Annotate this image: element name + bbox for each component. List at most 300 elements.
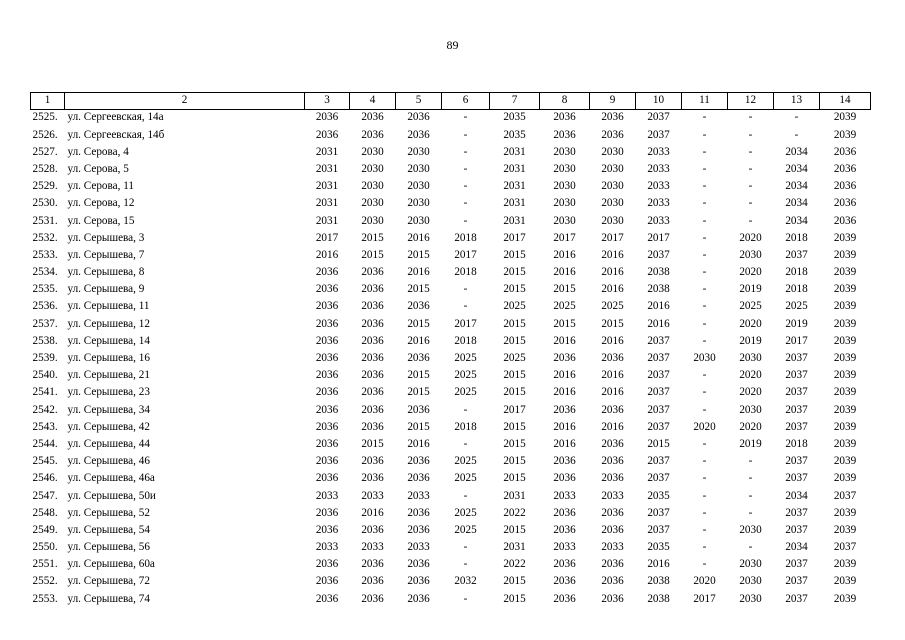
year-cell: 2036 bbox=[601, 128, 624, 141]
year-cell: 2037 bbox=[785, 472, 808, 485]
table-row bbox=[31, 316, 871, 333]
row-number: 2545. bbox=[32, 455, 58, 468]
year-cell: 2036 bbox=[315, 266, 339, 279]
year-cell: 2018 bbox=[785, 231, 808, 244]
row-number: 2541. bbox=[32, 386, 58, 399]
year-cell: 2016 bbox=[553, 420, 576, 433]
year-cell: 2037 bbox=[785, 575, 808, 588]
row-number: 2535. bbox=[32, 283, 58, 296]
year-cell: 2033 bbox=[647, 214, 670, 227]
year-cell: 2030 bbox=[739, 558, 762, 571]
year-cell: 2016 bbox=[553, 248, 576, 261]
year-cell: 2015 bbox=[503, 248, 526, 261]
year-cell: 2036 bbox=[361, 283, 384, 296]
row-number: 2550. bbox=[32, 541, 58, 554]
year-cell: 2037 bbox=[647, 523, 670, 536]
year-cell: 2015 bbox=[503, 283, 526, 296]
row-number: 2533. bbox=[32, 248, 58, 261]
year-cell: 2039 bbox=[833, 317, 857, 330]
year-cell: 2025 bbox=[454, 523, 477, 536]
year-cell: 2036 bbox=[361, 317, 384, 330]
year-cell: - bbox=[463, 300, 468, 313]
year-cell: 2016 bbox=[647, 300, 670, 313]
column-header-7: 7 bbox=[490, 93, 540, 110]
year-cell: - bbox=[702, 111, 707, 124]
year-cell: 2020 bbox=[739, 369, 762, 382]
year-cell: 2035 bbox=[503, 111, 526, 124]
address-cell: ул. Серышева, 3 bbox=[67, 231, 145, 244]
year-cell: 2036 bbox=[553, 558, 576, 571]
year-cell: 2036 bbox=[315, 369, 339, 382]
year-cell: 2019 bbox=[739, 334, 762, 347]
year-cell: 2039 bbox=[833, 386, 857, 399]
year-cell: - bbox=[748, 180, 753, 193]
year-cell: 2036 bbox=[833, 145, 857, 158]
year-cell: 2030 bbox=[361, 180, 384, 193]
table-row bbox=[31, 350, 871, 367]
year-cell: 2025 bbox=[503, 300, 526, 313]
address-cell: ул. Сергеевская, 14б bbox=[67, 128, 165, 141]
year-cell: - bbox=[463, 283, 468, 296]
year-cell: 2039 bbox=[833, 128, 857, 141]
year-cell: 2037 bbox=[647, 334, 670, 347]
row-number: 2538. bbox=[32, 334, 58, 347]
year-cell: - bbox=[748, 455, 753, 468]
year-cell: 2016 bbox=[407, 231, 430, 244]
column-header-1: 1 bbox=[31, 93, 65, 110]
year-cell: - bbox=[463, 180, 468, 193]
year-cell: 2039 bbox=[833, 266, 857, 279]
year-cell: 2018 bbox=[454, 266, 477, 279]
year-cell: 2034 bbox=[785, 197, 808, 210]
address-cell: ул. Серова, 15 bbox=[67, 214, 135, 227]
year-cell: 2030 bbox=[601, 162, 624, 175]
year-cell: 2016 bbox=[601, 283, 624, 296]
year-cell: 2015 bbox=[361, 231, 384, 244]
year-cell: 2036 bbox=[315, 403, 339, 416]
year-cell: 2016 bbox=[553, 386, 576, 399]
year-cell: 2037 bbox=[785, 248, 808, 261]
year-cell: 2036 bbox=[601, 403, 624, 416]
year-cell: 2036 bbox=[315, 455, 339, 468]
year-cell: 2015 bbox=[407, 248, 430, 261]
table-row bbox=[31, 247, 871, 264]
year-cell: - bbox=[702, 437, 707, 450]
year-cell: 2036 bbox=[601, 558, 624, 571]
address-cell: ул. Серышева, 7 bbox=[67, 248, 145, 261]
year-cell: 2018 bbox=[785, 283, 808, 296]
year-cell: 2030 bbox=[601, 180, 624, 193]
column-header-8: 8 bbox=[540, 93, 590, 110]
year-cell: - bbox=[702, 300, 707, 313]
year-cell: 2025 bbox=[454, 369, 477, 382]
year-cell: 2030 bbox=[553, 214, 576, 227]
table-row bbox=[31, 385, 871, 402]
year-cell: 2036 bbox=[315, 506, 339, 519]
year-cell: 2018 bbox=[785, 266, 808, 279]
year-cell: - bbox=[702, 283, 707, 296]
row-number: 2528. bbox=[32, 162, 58, 175]
year-cell: 2020 bbox=[739, 317, 762, 330]
year-cell: 2037 bbox=[785, 558, 808, 571]
address-cell: ул. Серышева, 9 bbox=[67, 283, 145, 296]
year-cell: 2031 bbox=[503, 197, 526, 210]
year-cell: 2036 bbox=[407, 455, 430, 468]
year-cell: 2033 bbox=[647, 145, 670, 158]
year-cell: 2037 bbox=[785, 403, 808, 416]
year-cell: 2016 bbox=[553, 266, 576, 279]
year-cell: 2033 bbox=[315, 541, 339, 554]
year-cell: - bbox=[748, 472, 753, 485]
year-cell: 2031 bbox=[315, 162, 339, 175]
year-cell: 2016 bbox=[601, 266, 624, 279]
year-cell: 2020 bbox=[693, 575, 716, 588]
year-cell: 2030 bbox=[693, 352, 716, 365]
row-number: 2544. bbox=[32, 437, 58, 450]
year-cell: 2036 bbox=[407, 575, 430, 588]
table-row bbox=[31, 333, 871, 350]
year-cell: - bbox=[702, 369, 707, 382]
address-cell: ул. Серышева, 46 bbox=[67, 455, 150, 468]
year-cell: 2039 bbox=[833, 455, 857, 468]
table-row bbox=[31, 127, 871, 144]
year-cell: 2037 bbox=[647, 128, 670, 141]
year-cell: 2036 bbox=[361, 111, 384, 124]
row-number: 2542. bbox=[32, 403, 58, 416]
year-cell: 2025 bbox=[454, 472, 477, 485]
address-cell: ул. Серова, 11 bbox=[67, 180, 134, 193]
year-cell: - bbox=[702, 317, 707, 330]
year-cell: 2016 bbox=[601, 334, 624, 347]
year-cell: 2037 bbox=[647, 506, 670, 519]
year-cell: 2037 bbox=[833, 541, 857, 554]
year-cell: - bbox=[702, 523, 707, 536]
year-cell: 2039 bbox=[833, 592, 857, 605]
year-cell: - bbox=[463, 437, 468, 450]
year-cell: 2036 bbox=[315, 472, 339, 485]
year-cell: 2039 bbox=[833, 334, 857, 347]
year-cell: 2037 bbox=[785, 455, 808, 468]
year-cell: 2025 bbox=[601, 300, 624, 313]
year-cell: 2036 bbox=[553, 592, 576, 605]
row-number: 2525. bbox=[32, 111, 58, 124]
year-cell: 2036 bbox=[601, 437, 624, 450]
address-cell: ул. Серышева, 50и bbox=[67, 489, 156, 502]
year-cell: 2035 bbox=[503, 128, 526, 141]
year-cell: 2033 bbox=[361, 489, 384, 502]
year-cell: 2020 bbox=[739, 420, 762, 433]
year-cell: - bbox=[702, 231, 707, 244]
table-row bbox=[31, 505, 871, 522]
year-cell: 2036 bbox=[361, 523, 384, 536]
year-cell: 2022 bbox=[503, 558, 526, 571]
year-cell: 2030 bbox=[407, 180, 430, 193]
table-row bbox=[31, 178, 871, 195]
year-cell: 2015 bbox=[407, 420, 430, 433]
year-cell: 2037 bbox=[785, 352, 808, 365]
year-cell: 2030 bbox=[361, 197, 384, 210]
year-cell: 2025 bbox=[454, 506, 477, 519]
year-cell: 2015 bbox=[553, 317, 576, 330]
year-cell: 2036 bbox=[361, 455, 384, 468]
year-cell: 2033 bbox=[601, 489, 624, 502]
year-cell: 2039 bbox=[833, 283, 857, 296]
year-cell: 2031 bbox=[315, 214, 339, 227]
year-cell: - bbox=[463, 111, 468, 124]
column-header-12: 12 bbox=[728, 93, 774, 110]
column-header-6: 6 bbox=[442, 93, 490, 110]
address-cell: ул. Серова, 4 bbox=[67, 145, 129, 158]
year-cell: 2039 bbox=[833, 111, 857, 124]
year-cell: 2015 bbox=[407, 317, 430, 330]
year-cell: 2016 bbox=[407, 266, 430, 279]
year-cell: 2019 bbox=[739, 437, 762, 450]
table-row bbox=[31, 419, 871, 436]
table-row bbox=[31, 144, 871, 161]
column-header-9: 9 bbox=[590, 93, 636, 110]
year-cell: 2015 bbox=[503, 575, 526, 588]
column-header-13: 13 bbox=[774, 93, 820, 110]
table-row bbox=[31, 522, 871, 539]
year-cell: 2034 bbox=[785, 162, 808, 175]
year-cell: 2036 bbox=[315, 334, 339, 347]
year-cell: 2035 bbox=[647, 541, 670, 554]
table-row bbox=[31, 591, 871, 608]
year-cell: 2030 bbox=[601, 214, 624, 227]
year-cell: 2033 bbox=[647, 162, 670, 175]
year-cell: 2033 bbox=[361, 541, 384, 554]
year-cell: 2036 bbox=[361, 266, 384, 279]
year-cell: 2036 bbox=[601, 352, 624, 365]
year-cell: 2036 bbox=[407, 352, 430, 365]
year-cell: 2015 bbox=[503, 369, 526, 382]
year-cell: 2038 bbox=[647, 592, 670, 605]
year-cell: 2016 bbox=[407, 334, 430, 347]
row-number: 2549. bbox=[32, 523, 58, 536]
year-cell: - bbox=[702, 472, 707, 485]
year-cell: 2019 bbox=[739, 283, 762, 296]
row-number: 2537. bbox=[32, 317, 58, 330]
year-cell: - bbox=[702, 455, 707, 468]
year-cell: 2037 bbox=[647, 111, 670, 124]
address-cell: ул. Серышева, 23 bbox=[67, 386, 150, 399]
year-cell: - bbox=[702, 145, 707, 158]
year-cell: 2016 bbox=[601, 369, 624, 382]
year-cell: 2039 bbox=[833, 437, 857, 450]
year-cell: 2039 bbox=[833, 506, 857, 519]
schedule-table bbox=[30, 92, 871, 608]
year-cell: 2015 bbox=[601, 317, 624, 330]
table-row bbox=[31, 471, 871, 488]
year-cell: - bbox=[748, 214, 753, 227]
table-row bbox=[31, 556, 871, 573]
year-cell: 2039 bbox=[833, 575, 857, 588]
year-cell: 2036 bbox=[601, 506, 624, 519]
year-cell: - bbox=[794, 128, 799, 141]
year-cell: 2036 bbox=[361, 472, 384, 485]
year-cell: 2020 bbox=[739, 386, 762, 399]
year-cell: 2017 bbox=[693, 592, 716, 605]
year-cell: 2036 bbox=[407, 128, 430, 141]
year-cell: 2037 bbox=[785, 369, 808, 382]
year-cell: - bbox=[702, 128, 707, 141]
row-number: 2543. bbox=[32, 420, 58, 433]
year-cell: - bbox=[702, 334, 707, 347]
row-number: 2534. bbox=[32, 266, 58, 279]
table-row bbox=[31, 402, 871, 419]
year-cell: - bbox=[463, 489, 468, 502]
year-cell: 2025 bbox=[454, 386, 477, 399]
address-cell: ул. Сергеевская, 14а bbox=[67, 111, 164, 124]
year-cell: 2016 bbox=[647, 558, 670, 571]
year-cell: 2034 bbox=[785, 214, 808, 227]
year-cell: - bbox=[702, 162, 707, 175]
year-cell: - bbox=[702, 541, 707, 554]
year-cell: 2036 bbox=[361, 592, 384, 605]
year-cell: 2036 bbox=[361, 403, 384, 416]
year-cell: 2036 bbox=[315, 523, 339, 536]
row-number: 2532. bbox=[32, 231, 58, 244]
year-cell: 2036 bbox=[833, 197, 857, 210]
year-cell: 2036 bbox=[361, 420, 384, 433]
year-cell: 2015 bbox=[647, 437, 670, 450]
year-cell: 2035 bbox=[647, 489, 670, 502]
year-cell: 2033 bbox=[601, 541, 624, 554]
year-cell: 2030 bbox=[553, 197, 576, 210]
table-row bbox=[31, 436, 871, 453]
year-cell: 2036 bbox=[601, 455, 624, 468]
year-cell: 2032 bbox=[454, 575, 477, 588]
year-cell: 2030 bbox=[361, 162, 384, 175]
year-cell: 2016 bbox=[553, 334, 576, 347]
year-cell: - bbox=[463, 541, 468, 554]
year-cell: - bbox=[748, 197, 753, 210]
year-cell: 2036 bbox=[361, 334, 384, 347]
year-cell: 2039 bbox=[833, 523, 857, 536]
address-cell: ул. Серышева, 42 bbox=[67, 420, 150, 433]
row-number: 2527. bbox=[32, 145, 58, 158]
year-cell: 2037 bbox=[647, 420, 670, 433]
year-cell: 2015 bbox=[361, 437, 384, 450]
year-cell: 2036 bbox=[361, 575, 384, 588]
year-cell: 2015 bbox=[503, 317, 526, 330]
address-cell: ул. Серова, 12 bbox=[67, 197, 135, 210]
year-cell: 2016 bbox=[407, 437, 430, 450]
year-cell: 2036 bbox=[361, 558, 384, 571]
year-cell: 2036 bbox=[553, 111, 576, 124]
address-cell: ул. Серышева, 54 bbox=[67, 523, 150, 536]
year-cell: - bbox=[702, 197, 707, 210]
year-cell: 2015 bbox=[503, 266, 526, 279]
year-cell: 2020 bbox=[739, 231, 762, 244]
year-cell: - bbox=[794, 111, 799, 124]
year-cell: 2020 bbox=[693, 420, 716, 433]
year-cell: 2036 bbox=[315, 111, 339, 124]
year-cell: 2017 bbox=[454, 248, 477, 261]
year-cell: 2036 bbox=[361, 352, 384, 365]
table-row bbox=[31, 196, 871, 213]
year-cell: 2036 bbox=[601, 575, 624, 588]
year-cell: 2015 bbox=[503, 437, 526, 450]
year-cell: 2037 bbox=[785, 386, 808, 399]
table-row bbox=[31, 161, 871, 178]
table-header-row bbox=[31, 93, 871, 110]
year-cell: 2036 bbox=[315, 317, 339, 330]
year-cell: 2017 bbox=[553, 231, 576, 244]
row-number: 2552. bbox=[32, 575, 58, 588]
year-cell: 2037 bbox=[647, 369, 670, 382]
year-cell: 2036 bbox=[601, 592, 624, 605]
year-cell: 2038 bbox=[647, 266, 670, 279]
year-cell: 2033 bbox=[315, 489, 339, 502]
year-cell: - bbox=[702, 386, 707, 399]
year-cell: - bbox=[463, 592, 468, 605]
address-cell: ул. Серышева, 44 bbox=[67, 437, 150, 450]
row-number: 2540. bbox=[32, 369, 58, 382]
year-cell: 2015 bbox=[503, 523, 526, 536]
year-cell: 2030 bbox=[407, 214, 430, 227]
year-cell: 2016 bbox=[553, 369, 576, 382]
year-cell: 2031 bbox=[503, 214, 526, 227]
year-cell: 2030 bbox=[407, 145, 430, 158]
year-cell: 2037 bbox=[647, 455, 670, 468]
year-cell: - bbox=[463, 558, 468, 571]
year-cell: 2038 bbox=[647, 283, 670, 296]
row-number: 2547. bbox=[32, 489, 58, 502]
table-row bbox=[31, 230, 871, 247]
year-cell: 2033 bbox=[407, 489, 430, 502]
address-cell: ул. Серышева, 34 bbox=[67, 403, 150, 416]
year-cell: 2016 bbox=[315, 248, 339, 261]
year-cell: 2030 bbox=[739, 575, 762, 588]
year-cell: 2033 bbox=[553, 489, 576, 502]
year-cell: 2030 bbox=[553, 162, 576, 175]
year-cell: 2034 bbox=[785, 145, 808, 158]
year-cell: - bbox=[748, 541, 753, 554]
address-cell: ул. Серышева, 8 bbox=[67, 266, 145, 279]
year-cell: 2039 bbox=[833, 403, 857, 416]
year-cell: - bbox=[702, 489, 707, 502]
year-cell: 2036 bbox=[553, 128, 576, 141]
year-cell: 2036 bbox=[361, 128, 384, 141]
address-cell: ул. Серышева, 60а bbox=[67, 558, 155, 571]
column-header-5: 5 bbox=[396, 93, 442, 110]
column-header-11: 11 bbox=[682, 93, 728, 110]
year-cell: 2030 bbox=[739, 248, 762, 261]
year-cell: 2036 bbox=[601, 472, 624, 485]
year-cell: 2039 bbox=[833, 558, 857, 571]
year-cell: 2036 bbox=[833, 214, 857, 227]
year-cell: 2039 bbox=[833, 472, 857, 485]
year-cell: 2017 bbox=[601, 231, 624, 244]
address-cell: ул. Серышева, 52 bbox=[67, 506, 150, 519]
year-cell: - bbox=[748, 506, 753, 519]
address-cell: ул. Серышева, 21 bbox=[67, 369, 150, 382]
row-number: 2529. bbox=[32, 180, 58, 193]
year-cell: 2033 bbox=[407, 541, 430, 554]
year-cell: 2016 bbox=[553, 437, 576, 450]
year-cell: 2019 bbox=[785, 317, 808, 330]
table-body bbox=[31, 109, 871, 608]
year-cell: - bbox=[702, 506, 707, 519]
year-cell: 2030 bbox=[601, 197, 624, 210]
year-cell: - bbox=[748, 128, 753, 141]
year-cell: 2025 bbox=[553, 300, 576, 313]
year-cell: - bbox=[463, 214, 468, 227]
address-cell: ул. Серышева, 72 bbox=[67, 575, 150, 588]
year-cell: - bbox=[702, 248, 707, 261]
column-header-4: 4 bbox=[350, 93, 396, 110]
